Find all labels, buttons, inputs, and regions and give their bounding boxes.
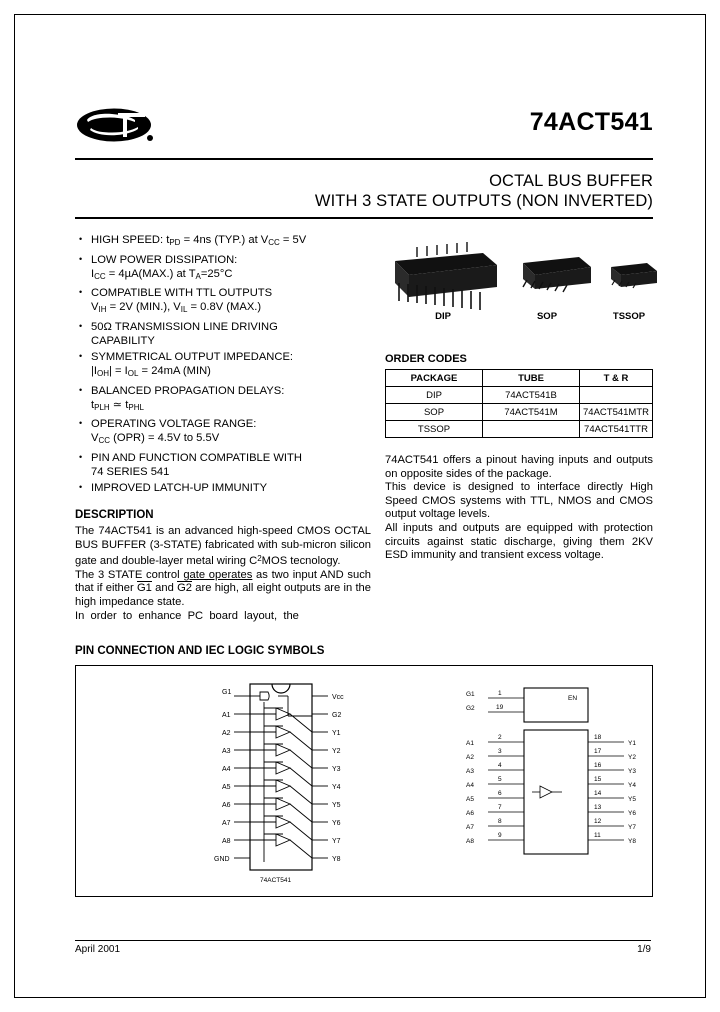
svg-text:6: 6: [498, 790, 502, 797]
svg-text:G2: G2: [466, 705, 475, 712]
svg-text:18: 18: [594, 734, 602, 741]
svg-text:Y7: Y7: [628, 824, 636, 831]
page-border: [14, 14, 706, 998]
sop-package-icon: [513, 247, 599, 309]
package-label-dip: DIP: [435, 311, 451, 322]
order-codes-heading: ORDER CODES: [385, 353, 467, 365]
page-content: [75, 100, 653, 623]
cell-package: DIP: [386, 387, 483, 404]
svg-text:Y2: Y2: [332, 748, 341, 755]
svg-text:Y7: Y7: [332, 838, 341, 845]
svg-text:12: 12: [594, 818, 602, 825]
cell-tr: [580, 387, 653, 404]
table-row: [386, 404, 653, 421]
svg-text:Y5: Y5: [332, 802, 341, 809]
column-header-package: PACKAGE: [386, 370, 483, 387]
title-rule: [75, 217, 653, 219]
list-item: • 50Ω TRANSMISSION LINE DRIVING CAPABILITY: [75, 320, 371, 348]
svg-text:EN: EN: [568, 695, 578, 702]
package-images: [385, 233, 653, 351]
paragraph: The 3 STATE control gate operates as two input AND such that if either G1 and G2 are high, all eight outputs are in the high impedance state.: [75, 568, 372, 608]
tssop-package-icon: [603, 255, 663, 303]
list-item: • HIGH SPEED: $t_{PD} = 4ns$ (TYP.) at $V_{CC} = 5V$: [75, 233, 371, 250]
cell-tube: 74ACT541B: [483, 387, 580, 404]
pin-section-heading: PIN CONNECTION AND IEC LOGIC SYMBOLS: [75, 645, 325, 657]
footer-page-number: 1/9: [637, 944, 651, 955]
paragraph: In order to enhance PC board layout, the: [75, 609, 299, 622]
cell-package: TSSOP: [386, 421, 483, 438]
document-title: [75, 171, 653, 211]
svg-text:A3: A3: [466, 768, 474, 775]
paragraph: 74ACT541 offers a pinout having inputs and outputs on opposite sides of the package.: [385, 454, 653, 480]
cell-tube: 74ACT541M: [483, 404, 580, 421]
description-heading: DESCRIPTION: [75, 509, 154, 521]
list-item: • PIN AND FUNCTION COMPATIBLE WITH 74 SERIES 541: [75, 451, 371, 479]
svg-text:15: 15: [594, 776, 602, 783]
table-row: [386, 421, 653, 438]
package-label-tssop: TSSOP: [612, 311, 646, 322]
list-item: • LOW POWER DISSIPATION: $I_{CC} = 4\mu A(MAX.)$ at $T_A=25^\circ C$: [75, 253, 371, 284]
header-rule: [75, 158, 653, 160]
list-item: • COMPATIBLE WITH TTL OUTPUTS $V_{IH} = 2V$ (MIN.), $V_{IL} = 0.8V$ (MAX.): [75, 286, 371, 317]
svg-text:A2: A2: [222, 730, 231, 737]
table-row: [386, 387, 653, 404]
svg-text:A8: A8: [466, 838, 474, 845]
svg-text:Y6: Y6: [332, 820, 341, 827]
pin-diagram-box: [75, 665, 653, 897]
svg-text:A3: A3: [222, 748, 231, 755]
paragraph: The 74ACT541 is an advanced high-speed CMOS OCTAL BUS BUFFER (3-STATE) fabricated with sub-micron silicon gate and double-layer metal wiring $C^2MOS$ tecnology.: [75, 525, 371, 568]
pin-connection-section: [75, 645, 653, 897]
part-number: 74ACT541: [529, 108, 653, 136]
cell-tr: 74ACT541TTR: [580, 421, 653, 438]
svg-text:A6: A6: [222, 802, 231, 809]
svg-text:8: 8: [498, 818, 502, 825]
list-item: • IMPROVED LATCH-UP IMMUNITY: [75, 481, 371, 495]
dip-pinout-diagram: [148, 672, 378, 890]
column-header-tr: T & R: [580, 370, 653, 387]
svg-text:Y8: Y8: [628, 838, 636, 845]
dip-package-icon: [387, 239, 505, 313]
svg-text:2: 2: [498, 734, 502, 741]
document-header: [75, 100, 653, 162]
list-item: • OPERATING VOLTAGE RANGE: $V_{CC}$ (OPR) = 4.5V to 5.5V: [75, 417, 371, 448]
svg-text:11: 11: [594, 832, 601, 839]
page-footer: [75, 940, 651, 955]
svg-text:13: 13: [594, 804, 602, 811]
features-list: [75, 233, 371, 495]
svg-text:Y3: Y3: [332, 766, 341, 773]
cell-package: SOP: [386, 404, 483, 421]
svg-text:19: 19: [496, 704, 504, 711]
svg-text:A1: A1: [222, 712, 231, 719]
svg-text:17: 17: [594, 748, 602, 755]
list-item: • BALANCED PROPAGATION DELAYS: $t_{PLH}$ ≃ $t_{PHL}$: [75, 384, 371, 415]
footer-date: April 2001: [75, 944, 121, 955]
paragraph: All inputs and outputs are equipped with protection circuits against static discharge, giving them 2KV ESD immunity and transient excess voltage.: [385, 521, 653, 562]
svg-text:Y3: Y3: [628, 768, 636, 775]
svg-text:GND: GND: [214, 856, 230, 863]
list-item: • SYMMETRICAL OUTPUT IMPEDANCE: $|I_{OH}| = I_{OL} = 24mA$ (MIN): [75, 350, 371, 381]
svg-text:G1: G1: [222, 689, 232, 696]
svg-text:9: 9: [498, 832, 502, 839]
left-column: [75, 233, 371, 623]
footer-rule: [75, 940, 651, 941]
svg-text:A2: A2: [466, 754, 474, 761]
cell-tr: 74ACT541MTR: [580, 404, 653, 421]
order-codes-table: [385, 369, 653, 438]
svg-text:A1: A1: [466, 740, 474, 747]
svg-text:16: 16: [594, 762, 602, 769]
svg-text:A5: A5: [466, 796, 474, 803]
svg-text:Y4: Y4: [628, 782, 636, 789]
svg-text:7: 7: [498, 804, 502, 811]
paragraph: This device is designed to interface directly High Speed CMOS systems with TTL, NMOS and CMOS output voltage levels.: [385, 481, 653, 521]
title-line-2: WITH 3 STATE OUTPUTS (NON INVERTED): [314, 192, 653, 210]
cell-tube: [483, 421, 580, 438]
st-logo-icon: [75, 102, 170, 148]
svg-text:Y1: Y1: [628, 740, 636, 747]
svg-text:Y5: Y5: [628, 796, 636, 803]
svg-text:G2: G2: [332, 712, 342, 719]
svg-text:A5: A5: [222, 784, 231, 791]
column-header-tube: TUBE: [483, 370, 580, 387]
table-header-row: [386, 370, 653, 387]
description-left: [75, 525, 371, 623]
svg-text:4: 4: [498, 762, 502, 769]
svg-text:1: 1: [498, 690, 502, 697]
package-label-sop: SOP: [536, 311, 558, 322]
svg-text:Y6: Y6: [628, 810, 636, 817]
svg-text:Y2: Y2: [628, 754, 636, 761]
svg-text:5: 5: [498, 776, 502, 783]
svg-text:Y8: Y8: [332, 856, 341, 863]
svg-text:A4: A4: [222, 766, 231, 773]
svg-text:A7: A7: [466, 824, 474, 831]
symbol-caption: 74ACT541: [260, 877, 292, 884]
two-column-area: [75, 233, 653, 623]
svg-text:A7: A7: [222, 820, 231, 827]
iec-logic-symbol: [428, 678, 658, 878]
svg-text:Y4: Y4: [332, 784, 341, 791]
svg-text:Vcc: Vcc: [332, 694, 344, 701]
svg-text:14: 14: [594, 790, 602, 797]
svg-text:Y1: Y1: [332, 730, 341, 737]
svg-text:A6: A6: [466, 810, 474, 817]
svg-text:A8: A8: [222, 838, 231, 845]
description-right: [385, 454, 653, 563]
right-column: [385, 233, 653, 563]
svg-text:G1: G1: [466, 691, 475, 698]
svg-text:A4: A4: [466, 782, 474, 789]
svg-text:3: 3: [498, 748, 502, 755]
title-line-1: OCTAL BUS BUFFER: [489, 172, 653, 190]
